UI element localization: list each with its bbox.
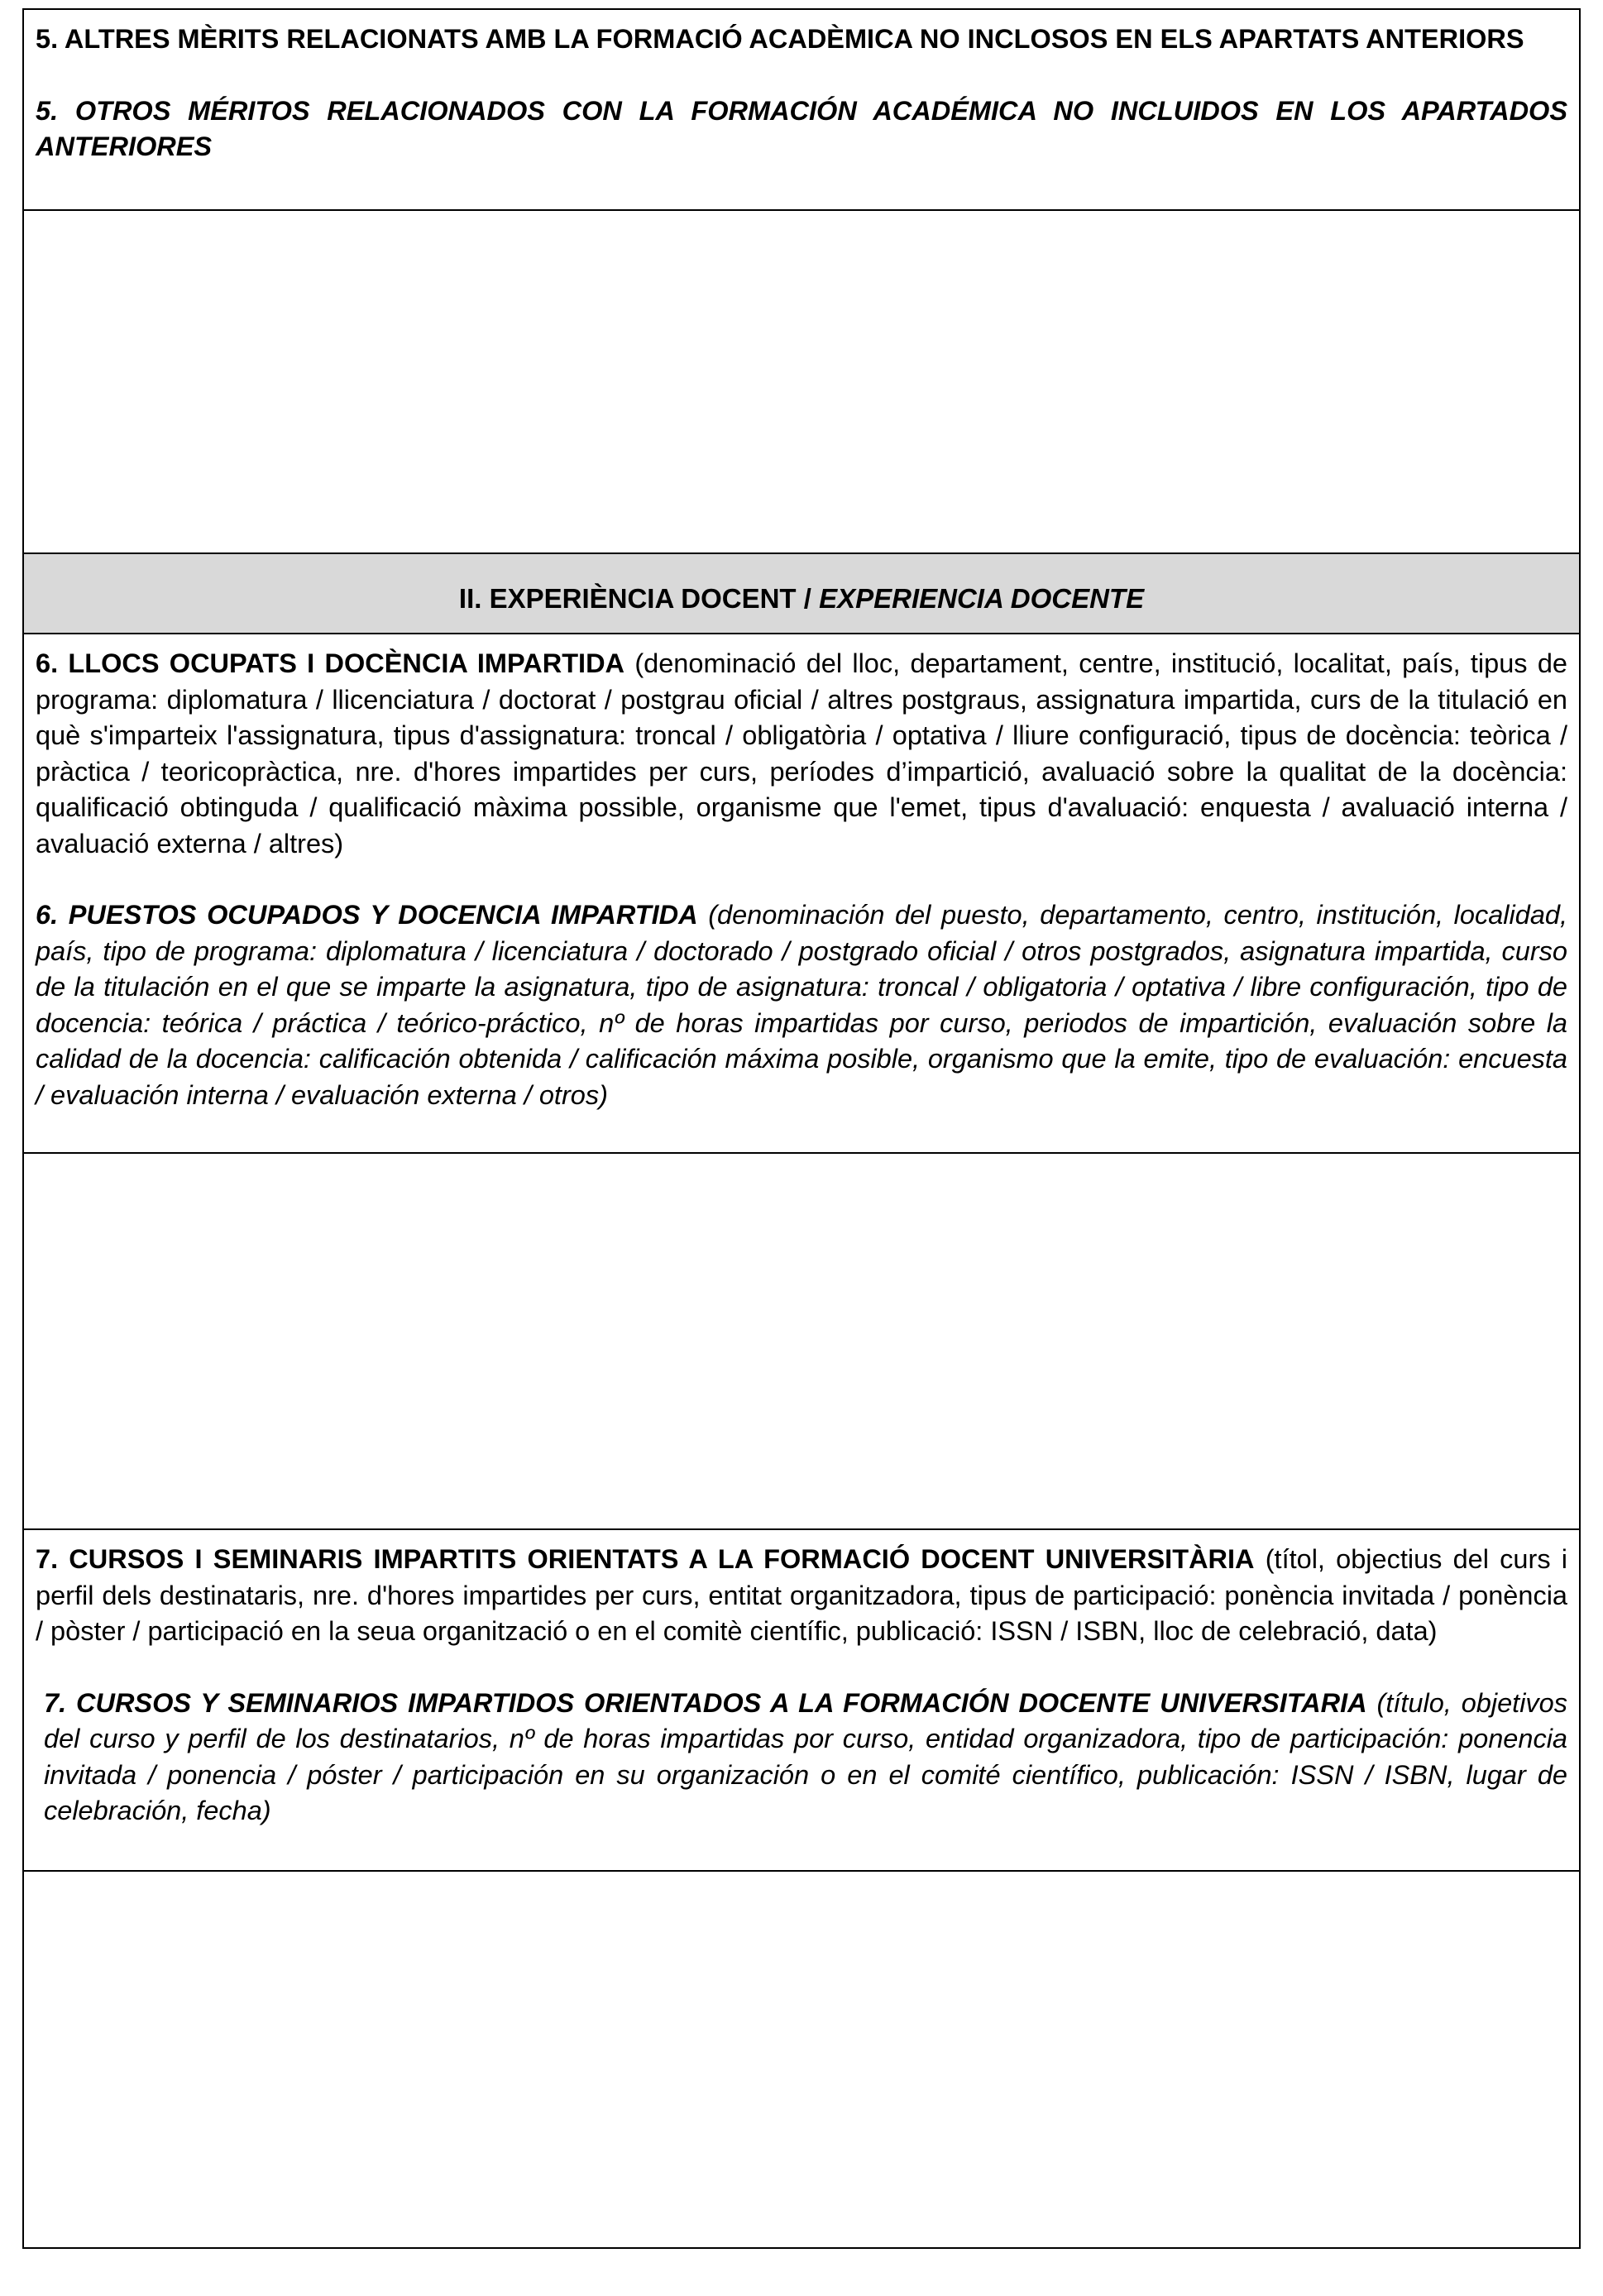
- section-ii-title-es: EXPERIENCIA DOCENTE: [819, 582, 1145, 614]
- section-ii-title-ca: II. EXPERIÈNCIA DOCENT /: [458, 582, 820, 614]
- section-6-header: [24, 633, 1579, 1152]
- section-ii-heading: [459, 581, 1144, 617]
- section-6-desc-ca: (denominació del lloc, departament, centre, institució, localitat, país, tipus de programa: diplomatura / llicenciatura / doctorat / postgrau oficial / altres postgraus, assignatura impartida, curs de la titulació en què s'imparteix l'assignatura, tipus d'assignatura: troncal / obligatòria / optativa / lliure configuració, tipus de docència: teòrica / pràctica / teoricopràctica, nre. d'hores impartides per curs, períodes d’impartició, avaluació sobre la qualitat de la docència: qualificació obtinguda / qualificació màxima possible, organisme que l'emet, tipus d'avaluació: enquesta / avaluació interna / avaluació externa / altres): [36, 648, 1567, 859]
- section-7-text-es: [36, 1686, 1567, 1830]
- section-7-answer-box[interactable]: [24, 1870, 1579, 2247]
- section-5-title-es: 5. OTROS MÉRITOS RELACIONADOS CON LA FORMACIÓN ACADÉMICA NO INCLUIDOS EN LOS APARTADOS ANTERIORES: [36, 95, 1567, 161]
- section-7-title-es: 7. CURSOS Y SEMINARIOS IMPARTIDOS ORIENTADOS A LA FORMACIÓN DOCENTE UNIVERSITARIA: [44, 1687, 1367, 1718]
- section-7-text-ca: [36, 1542, 1567, 1650]
- section-7-title-ca: 7. CURSOS I SEMINARIS IMPARTITS ORIENTATS A LA FORMACIÓ DOCENT UNIVERSITÀRIA: [36, 1544, 1255, 1574]
- section-5-answer-box[interactable]: [24, 209, 1579, 552]
- section-6-answer-box[interactable]: [24, 1152, 1579, 1528]
- section-ii-band: [24, 552, 1579, 633]
- section-6-title-es: 6. PUESTOS OCUPADOS Y DOCENCIA IMPARTIDA: [36, 900, 698, 930]
- section-5-title-ca: 5. ALTRES MÈRITS RELACIONATS AMB LA FORMACIÓ ACADÈMICA NO INCLOSOS EN ELS APARTATS ANTERIORS: [36, 24, 1524, 54]
- section-7-desc-es: (título, objetivos del curso y perfil de los destinatarios, nº de horas impartidas por curso, entidad organizadora, tipo de participación: ponencia invitada / ponencia / póster / participación en su organización o en el comité científico, publicación: ISSN / ISBN, lugar de celebración, fecha): [44, 1687, 1567, 1825]
- section-6-desc-es: (denominación del puesto, departamento, centro, institución, localidad, país, tipo de programa: diplomatura / licenciatura / doctorado / postgrado oficial / otros postgrados, asignatura impartida, curso de la titulación en el que se imparte la asignatura, tipo de asignatura: troncal / obligatoria / optativa / libre configuración, tipo de docencia: teórica / práctica / teórico-práctico, nº de horas impartidas por curso, periodos de impartición, evaluación sobre la calidad de la docencia: calificación obtenida / calificación máxima posible, organismo que la emite, tipo de evaluación: encuesta / evaluación interna / evaluación externa / otros): [36, 900, 1567, 1110]
- section-6-text-es: [36, 897, 1567, 1113]
- section-6-text-ca: [36, 646, 1567, 862]
- section-7-header: [24, 1528, 1579, 1870]
- cv-form-table: [22, 8, 1581, 2249]
- section-6-title-ca: 6. LLOCS OCUPATS I DOCÈNCIA IMPARTIDA: [36, 648, 625, 678]
- section-7-desc-ca: (títol, objectius del curs i perfil dels destinataris, nre. d'hores impartides per curs, entitat organitzadora, tipus de participació: ponència invitada / ponència / pòster / participació en la seua organització o en el comitè científic, publicació: ISSN / ISBN, lloc de celebració, data): [36, 1544, 1567, 1646]
- section-5-header: [24, 10, 1579, 209]
